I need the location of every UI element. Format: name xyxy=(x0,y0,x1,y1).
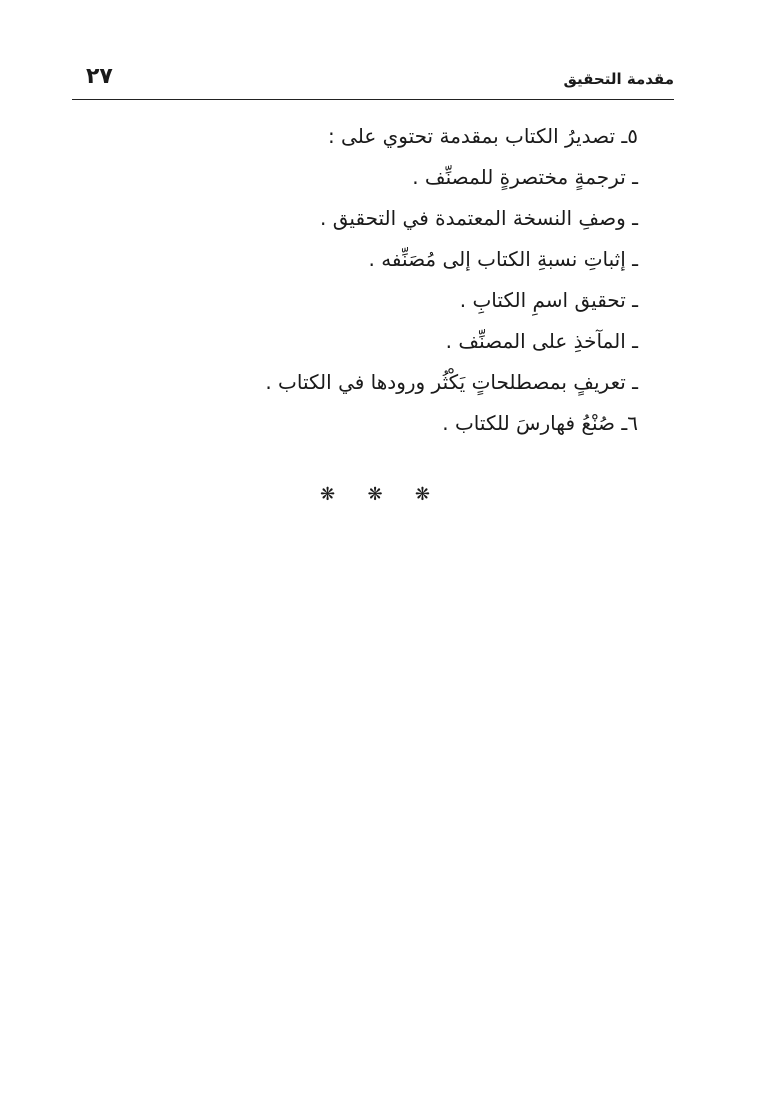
section-ornament xyxy=(320,484,430,505)
header-divider xyxy=(72,99,674,100)
list-item: ٥ـ تصديرُ الكتاب بمقدمة تحتوي على : xyxy=(327,124,638,148)
list-item: ـ المآخذِ على المصنِّف . xyxy=(445,329,638,353)
asterism-icon: ❋ xyxy=(414,484,430,505)
page-header xyxy=(72,62,674,98)
asterism-icon: ❋ xyxy=(367,484,383,505)
list-item: ـ وصفِ النسخة المعتمدة في التحقيق . xyxy=(320,206,638,230)
list-item: ـ ترجمةٍ مختصرةٍ للمصنِّف . xyxy=(412,165,638,189)
content-list xyxy=(198,116,638,444)
page-number: ٢٧ xyxy=(86,64,113,89)
list-item: ـ تحقيق اسمِ الكتابِ . xyxy=(459,288,638,312)
list-item: ٦ـ صُنْعُ فهارسَ للكتاب . xyxy=(442,411,638,435)
running-title: مقدمة التحقيق xyxy=(563,70,674,88)
list-item: ـ إثباتِ نسبةِ الكتاب إلى مُصَنِّفه . xyxy=(368,247,638,271)
asterism-icon: ❋ xyxy=(320,484,336,505)
list-item: ـ تعريفٍ بمصطلحاتٍ يَكْثُر ورودها في الكتاب . xyxy=(265,370,638,394)
